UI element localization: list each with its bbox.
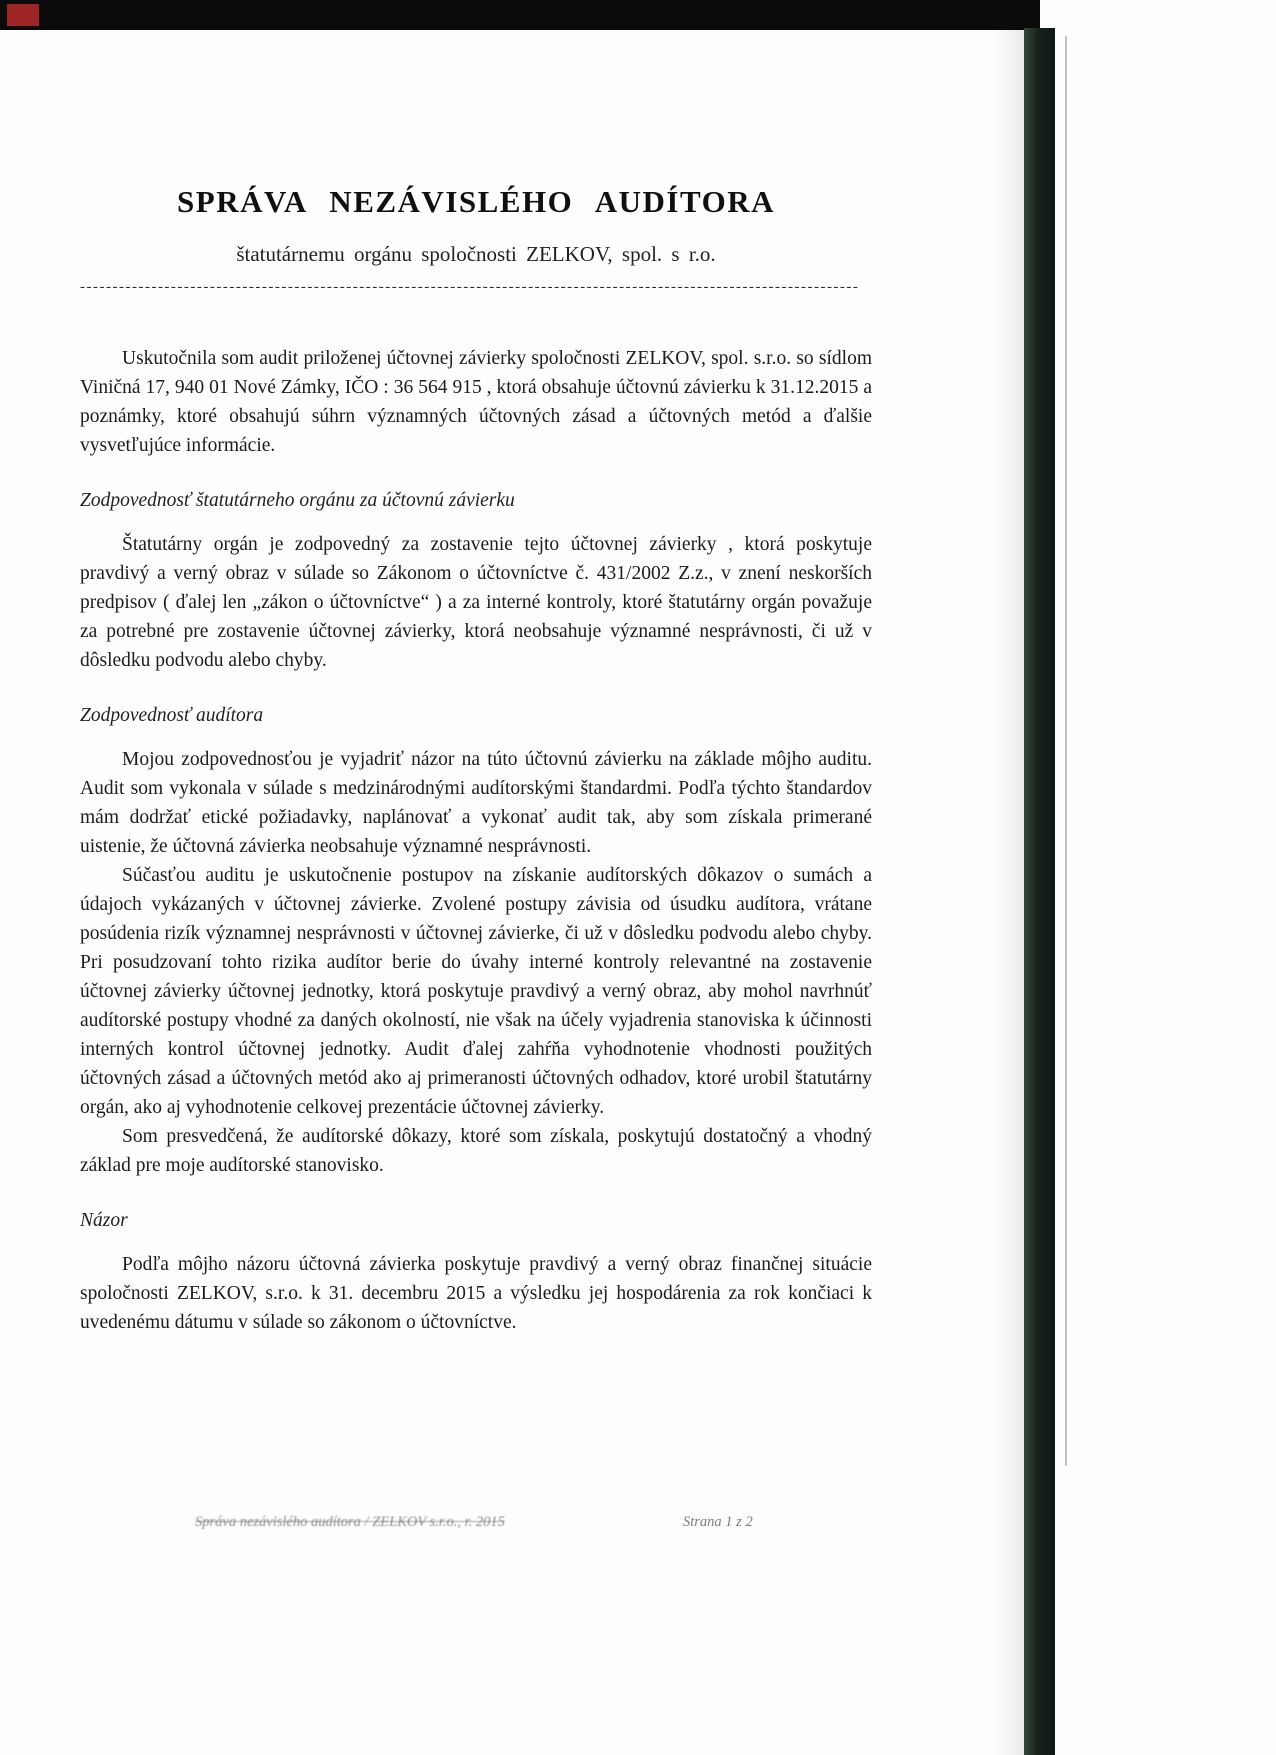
footer-document-label: Správa nezávislého audítora / ZELKOV s.r.o., r. 2015	[195, 1514, 505, 1530]
intro-paragraph: Uskutočnila som audit priloženej účtovnej závierky spoločnosti ZELKOV, spol. s.r.o. so sídlom Viničná 17, 940 01 Nové Zámky, IČO : 36 564 915 , ktorá obsahuje účtovnú závierku k 31.12.2015 a poznámky, ktoré obsahujú súhrn významných účtovných zásad a účtovných metód a ďalšie vysvetľujúce informácie.	[80, 348, 872, 456]
section-heading-opinion: Názor	[80, 1210, 128, 1231]
scanner-edge-line	[1065, 36, 1067, 1466]
footer-page-number: Strana 1 z 2	[683, 1514, 753, 1530]
auditor-responsibility-paragraph-3: Som presvedčená, že audítorské dôkazy, ktoré som získala, poskytujú dostatočný a vhodný základ pre moje audítorské stanovisko.	[80, 1126, 872, 1176]
management-responsibility-paragraph: Štatutárny orgán je zodpovedný za zostavenie tejto účtovnej závierky , ktorá poskytuje pravdivý a verný obraz v súlade so Zákonom o účtovníctve č. 431/2002 Z.z., v znení neskorších predpisov ( ďalej len „zákon o účtovníctve“ ) a za interné kontroly, ktoré štatutárny orgán považuje za potrebné pre zostavenie účtovnej závierky, ktorá neobsahuje významné nesprávnosti, či už v dôsledku podvodu alebo chyby.	[80, 534, 872, 671]
document-title: SPRÁVA NEZÁVISLÉHO AUDÍTORA	[177, 184, 775, 219]
book-binding-edge	[1024, 28, 1055, 1755]
red-scan-mark	[7, 4, 39, 26]
opinion-paragraph: Podľa môjho názoru účtovná závierka poskytuje pravdivý a verný obraz finančnej situácie spoločnosti ZELKOV, s.r.o. k 31. decembru 2015 a výsledku jej hospodárenia za rok končiaci k uvedenému dátumu v súlade so zákonom o účtovníctve.	[80, 1254, 872, 1333]
document-content	[80, 0, 872, 1337]
section-heading-auditor-responsibility: Zodpovednosť audítora	[80, 705, 264, 726]
document-subtitle: štatutárnemu orgánu spoločnosti ZELKOV, spol. s r.o.	[236, 242, 716, 266]
section-heading-management-responsibility: Zodpovednosť štatutárneho orgánu za účtovnú závierku	[80, 490, 515, 511]
page-edge-shadow	[994, 30, 1024, 1755]
auditor-responsibility-paragraph-2: Súčasťou auditu je uskutočnenie postupov na získanie audítorských dôkazov o sumách a údajoch vykázaných v účtovnej závierke. Zvolené postupy závisia od úsudku audítora, vrátane posúdenia rizík významnej nesprávnosti v účtovnej závierke, či už v dôsledku podvodu alebo chyby. Pri posudzovaní tohto rizika audítor berie do úvahy interné kontroly relevantné na zostavenie účtovnej závierky účtovnej jednotky, ktorá poskytuje pravdivý a verný obraz, aby mohol navrhnúť audítorské postupy vhodné za daných okolností, nie však na účely vyjadrenia stanoviska k účinnosti interných kontrol účtovnej jednotky. Audit ďalej zahŕňa vyhodnotenie vhodnosti použitých účtovných zásad a účtovných metód ako aj primeranosti účtovných odhadov, ktoré urobil štatutárny orgán, ako aj vyhodnotenie celkovej prezentácie účtovnej závierky.	[80, 865, 872, 1118]
dashed-divider: ------------------------------------------------------------------------------------------------------------------------	[80, 279, 860, 295]
auditor-responsibility-paragraph-1: Mojou zodpovednosťou je vyjadriť názor na túto účtovnú závierku na základe môjho auditu. Audit som vykonala v súlade s medzinárodnými audítorskými štandardmi. Podľa týchto štandardov mám dodržať etické požiadavky, naplánovať a vykonať audit tak, aby som získala primerané uistenie, že účtovná závierka neobsahuje významné nesprávnosti.	[80, 749, 872, 857]
